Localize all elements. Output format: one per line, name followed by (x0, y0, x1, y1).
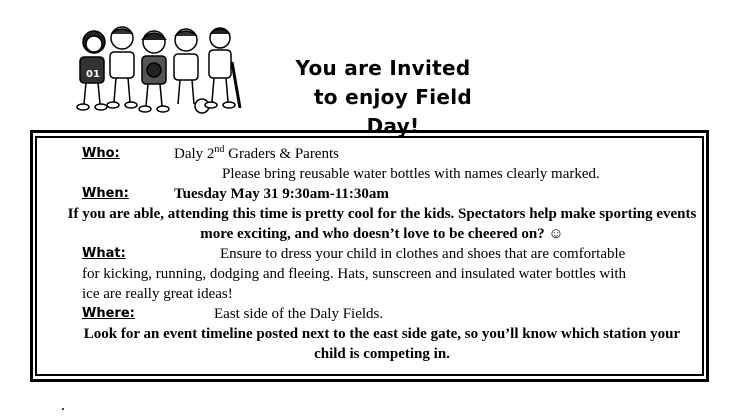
info-box-content (67, 144, 697, 364)
who-note: Please bring reusable water bottles with names clearly marked. (222, 166, 600, 182)
jersey-number: 01 (86, 69, 100, 80)
who-value: Daly 2nd Graders & Parents (174, 144, 339, 162)
title-line-1: You are Invited (295, 56, 471, 80)
who-row (82, 144, 682, 164)
when-row (82, 184, 682, 204)
what-first-line: Ensure to dress your child in clothes and shoes that are comfortable (220, 246, 626, 262)
where-value: East side of the Daly Fields. (214, 306, 384, 322)
where-label: Where: (82, 306, 135, 321)
who-label: Who: (82, 146, 120, 161)
what-row (82, 244, 682, 264)
invitation-title (268, 54, 498, 141)
when-value: Tuesday May 31 9:30am-11:30am (174, 186, 389, 202)
who-note-row (82, 164, 682, 184)
where-note: Look for an event timeline posted next to the east side gate, so you’ll know which station your child is competing in. (83, 326, 681, 362)
where-row (82, 304, 682, 324)
scan-speck (62, 408, 64, 410)
when-label: When: (82, 186, 129, 201)
what-rest: for kicking, running, dodging and fleeing. Hats, sunscreen and insulated water bottles with ice are really great ideas! (82, 266, 627, 302)
title-line-2: to enjoy Field Day! (313, 85, 473, 138)
when-note: If you are able, attending this time is pretty cool for the kids. Spectators help make sporting events more exciting, and who doesn’t love to be cheered on? ☺ (67, 206, 697, 242)
what-label: What: (82, 246, 126, 261)
kids-clipart-image (72, 22, 242, 122)
